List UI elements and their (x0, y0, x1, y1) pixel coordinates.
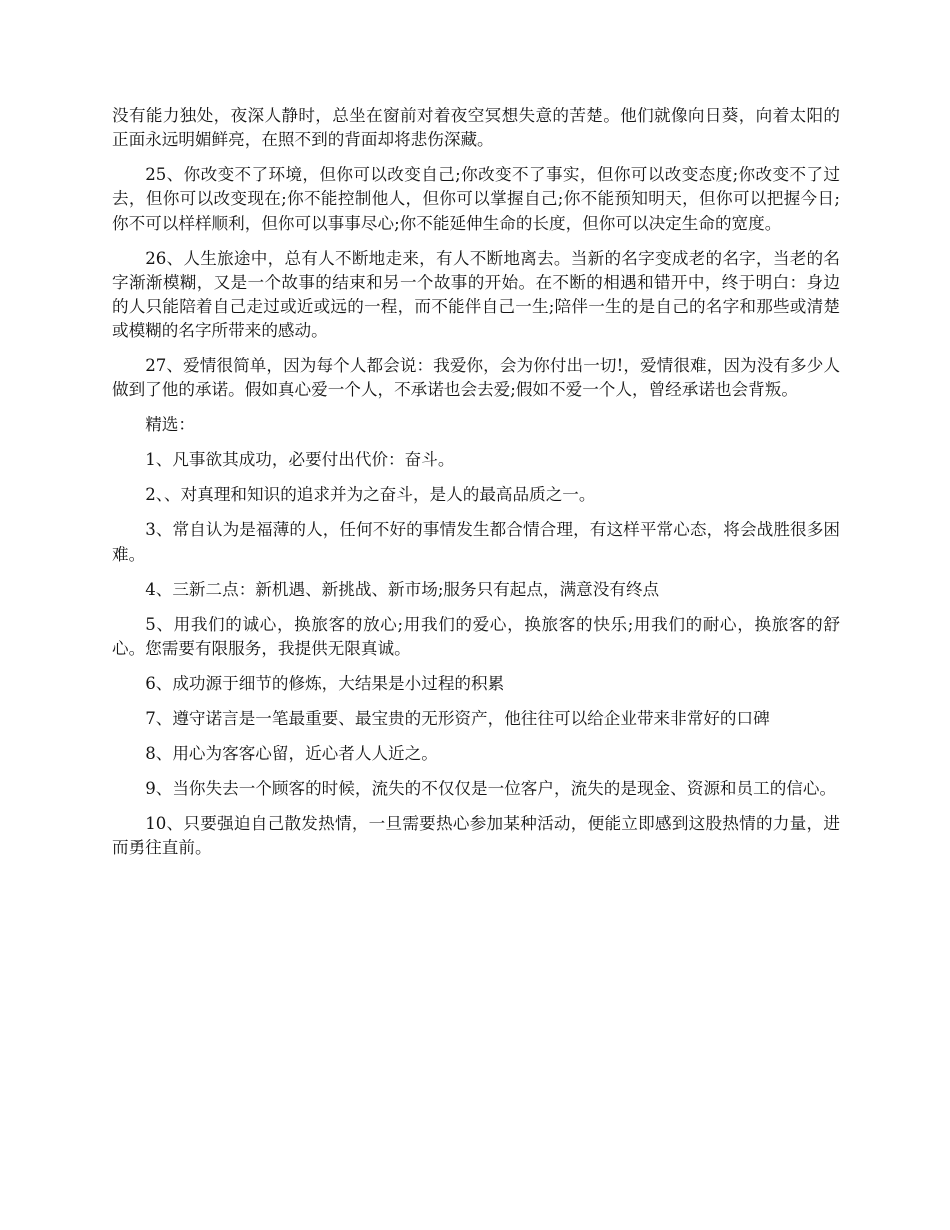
quote-paragraph-26: 26、人生旅途中，总有人不断地走来，有人不断地离去。当新的名字变成老的名字，当老的名字渐渐模糊，又是一个故事的结束和另一个故事的开始。在不断的相遇和错开中，终于明白：身边的人只能陪着自己走过或近或远的一程，而不能伴自己一生;陪伴一生的是自己的名字和那些或清楚或模糊的名字所带来的感动。 (112, 248, 840, 341)
lead-paragraph: 没有能力独处，夜深人静时，总坐在窗前对着夜空冥想失意的苦楚。他们就像向日葵，向着太阳的正面永远明媚鲜亮，在照不到的背面却将悲伤深藏。 (112, 106, 840, 150)
document-page (112, 104, 840, 871)
featured-item-9: 9、当你失去一个顾客的时候，流失的不仅仅是一位客户，流失的是现金、资源和员工的信心。 (145, 778, 837, 798)
featured-item-7: 7、遵守诺言是一笔最重要、最宝贵的无形资产，他往往可以给企业带来非常好的口碑 (145, 708, 770, 728)
featured-item-6: 6、成功源于细节的修炼，大结果是小过程的积累 (145, 673, 505, 693)
featured-item-4: 4、三新二点：新机遇、新挑战、新市场;服务只有起点，满意没有终点 (145, 579, 660, 599)
featured-item-8: 8、用心为客客心留，近心者人人近之。 (145, 743, 438, 763)
featured-item-3: 3、常自认为是福薄的人，任何不好的事情发生都合情合理，有这样平常心态，将会战胜很多困难。 (112, 520, 840, 564)
featured-item-5: 5、用我们的诚心，换旅客的放心;用我们的爱心，换旅客的快乐;用我们的耐心，换旅客的舒心。您需要有限服务，我提供无限真诚。 (112, 614, 840, 658)
featured-item-1: 1、凡事欲其成功，必要付出代价：奋斗。 (145, 450, 455, 470)
featured-item-2: 2、、对真理和知识的追求并为之奋斗，是人的最高品质之一。 (145, 485, 596, 505)
section-heading: 精选： (145, 415, 195, 435)
quote-paragraph-25: 25、你改变不了环境，但你可以改变自己;你改变不了事实，但你可以改变态度;你改变不了过去，但你可以改变现在;你不能控制他人，但你可以掌握自己;你不能预知明天，但你可以把握今日;你不可以样样顺利，但你可以事事尽心;你不能延伸生命的长度，但你可以决定生命的宽度。 (112, 165, 840, 233)
featured-item-10: 10、只要强迫自己散发热情，一旦需要热心参加某种活动，便能立即感到这股热情的力量，进而勇往直前。 (112, 813, 840, 858)
quote-paragraph-27: 27、爱情很简单，因为每个人都会说：我爱你，会为你付出一切!，爱情很难，因为没有多少人做到了他的承诺。假如真心爱一个人，不承诺也会去爱;假如不爱一个人，曾经承诺也会背叛。 (112, 356, 840, 400)
